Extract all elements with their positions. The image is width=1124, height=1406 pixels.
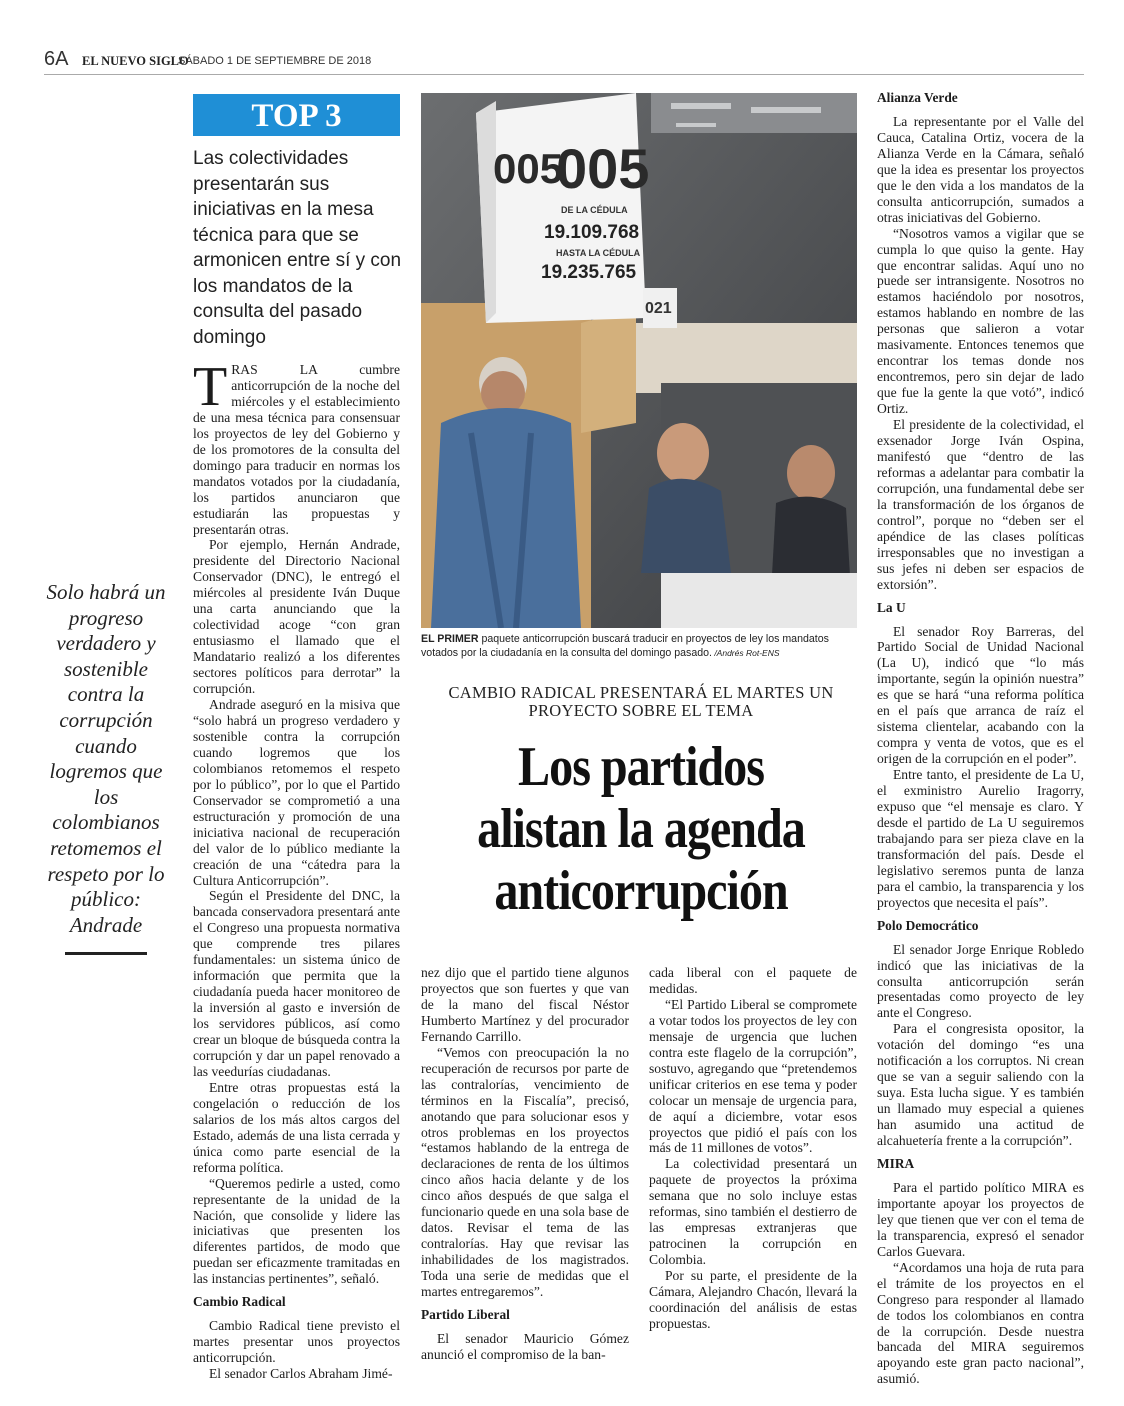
body-paragraph: “Nosotros vamos a vigilar que se cumpla lo que quiso la gente. Hay que encontrar salidas. Aquí uno no puede ser intransigente. Nosotros no estamos haciéndolo por nosotros, estamos hablando en nombre de las personas que salieron a votar masivamente. Entonces tenemos que encontrar los temas donde nos encontremos, pero sin dejar de lado que fue la gente la que votó”, indicó Ortiz. [877, 225, 1084, 417]
body-paragraph: La representante por el Valle del Cauca, Catalina Ortiz, vocera de la Alianza Verde en la Cámara, señaló que la idea es presentar los proyectos que le den vida a los mandatos de la consulta anticorrupción, sumados a otras iniciativas del Gobierno. [877, 113, 1084, 225]
body-paragraph: Andrade aseguró en la misiva que “solo habrá un progreso verdadero y sostenible contra la corrupción cuando logremos que los colombianos retomemos el respeto por lo público”, por lo que el Partido Conservador se comprometió a una estructuración y promoción de una iniciativa nacional de recuperación del valor de lo público mediante la creación de una “cátedra para la Cultura Anticorrupción”. [193, 697, 400, 888]
pull-quote-rule [65, 952, 147, 955]
article-column-3 [649, 965, 857, 1332]
subhead-partido-liberal: Partido Liberal [421, 1307, 510, 1323]
sign-from-number: 19.109.768 [544, 222, 640, 243]
body-paragraph: Entre tanto, el presidente de La U, el exministro Aurelio Iragorry, expuso que “el mensaje es claro. Y desde el partido de La U seguiremos trabajando para ser pieza clave en la transformación del país. Desde el legislativo seremos punta de lanza para el cambio, la transparencia y los proyectos que necesita el país”. [877, 767, 1084, 910]
photo-illustration [421, 93, 857, 628]
article-column-1 [193, 356, 400, 1382]
photo-credit: /Andrés Rot-ENS [711, 648, 780, 658]
body-paragraph: Por su parte, el presidente de la Cámara, Alejandro Chacón, llevará la coordinación del análisis de estas propuestas. [649, 1268, 857, 1331]
subhead-polo-democratico: Polo Democrático [877, 917, 979, 933]
body-paragraph: Para el partido político MIRA es importante apoyar los proyectos de ley que tienen que ver con el tema de la transparencia, expresó el senador Carlos Guevara. [877, 1179, 1084, 1259]
sign-number-left: 005 [493, 145, 564, 192]
sign-to-number: 19.235.765 [541, 262, 637, 283]
news-photo [421, 93, 857, 628]
pull-quote: Solo habrá un progreso verdadero y sostenible contra la corrupción cuando logremos que los colombianos retomemos el respeto por lo público: Andrade [46, 580, 166, 937]
body-paragraph: “El Partido Liberal se compromete a votar todos los proyectos de ley con mensaje de urgencia que luchen contra este flagelo de la corrupción”, sostuvo, agregando que “pretendemos unificar criterios en ese tema y poder colocar un mensaje de urgencia para, de aquí a diciembre, votar esos proyectos que pidió el país con los más de 11 millones de votos”. [649, 996, 857, 1156]
page-header [44, 48, 1084, 75]
subhead-la-u: La U [877, 599, 906, 615]
body-paragraph: “Acordamos una hoja de ruta para el trámite de los proyectos en el Congreso para responder al llamado de todos los colombianos en contra de la corrupción. Desde nuestra bancada del MIRA seguiremos apoyando este gran pacto nacional”, asumió. [877, 1259, 1084, 1387]
sign-to-label: HASTA LA CÉDULA [556, 248, 641, 258]
subhead-mira: MIRA [877, 1156, 915, 1171]
caption-lead: EL PRIMER [421, 633, 479, 645]
body-paragraph: TRAS LA cumbre anticorrupción de la noche del miércoles y el establecimiento de una mesa técnica para consensuar los proyectos de ley del Gobierno y de los promotores de la consulta del domingo para traducir en normas los mandatos votados por la ciudadanía, los partidos anunciaron que estudiarán las propuestas y presentarán otras. [193, 356, 400, 537]
masthead: EL NUEVO SIGLO [82, 54, 189, 68]
booth-number: 021 [645, 300, 672, 317]
body-paragraph: “Vemos con preocupación la no recuperación de recursos por parte de las contralorías, vencimiento de términos en la Fiscalía”, precisó, anotando que para solucionar esos y otros problemas en los proyectos “estamos hablando de la entrega de declaraciones de renta de los últimos cinco años hacia delante y de los cinco años después de que salga el funcionario quede en una sola base de datos. Revisar el tema de las contralorías. Hay que revisar las inhabilidades de los magistrados. Toda una serie de medidas que el martes entregaremos”. [421, 1044, 629, 1300]
dateline: SÁBADO 1 DE SEPTIEMBRE DE 2018 [178, 55, 372, 67]
page-number: 6A [44, 48, 69, 70]
subhead-cambio-radical: Cambio Radical [193, 1294, 286, 1310]
article-dek: Las colectividades presentarán sus iniciativas en la mesa técnica para que se armonicen entre sí y con los mandatos de la consulta del pasado domingo [193, 148, 402, 348]
body-paragraph: Para el congresista opositor, la votación del domingo “es una notificación a los corruptos. Ni crean que se van a seguir saliendo con la suya. Esta lucha sigue. Y es también un llamado muy especial a quienes han asumido una actitud de alcahuetería frente a la corrupción”. [877, 1021, 1084, 1149]
drop-cap: T [193, 356, 228, 418]
body-paragraph: Entre otras propuestas está la congelación o reducción de los salarios de los más altos cargos del Estado, además de una lista cerrada y única como parte esencial de la reforma política. [193, 1079, 400, 1175]
body-paragraph: Según el Presidente del DNC, la bancada conservadora presentará ante el Congreso una propuesta normativa que comprende tres pilares fundamentales: un sistema único de información que permita que la ciudadanía pueda hacer monitoreo de la inversión al gasto e inversión de los servidores públicos, así como crear un bloque de búsqueda contra la corrupción y dar un papel renovado a las veedurías ciudadanas. [193, 888, 400, 1079]
body-paragraph: Por ejemplo, Hernán Andrade, presidente del Directorio Nacional Conservador (DNC), le entregó el miércoles al presidente Iván Duque una carta anunciando que la colectividad acoge “con gran entusiasmo el llamado que el Mandatario realizó a los diferentes sectores políticos para derrotar” la corrupción. [193, 537, 400, 697]
article-column-4 [877, 88, 1084, 1387]
body-paragraph: El senador Carlos Abraham Jimé- [209, 1366, 393, 1382]
body-paragraph: El senador Roy Barreras, del Partido Social de Unidad Nacional (La U), indicó que “lo más importante, según la opinión nuestra” es que se hará “una reforma política en el país que arranca de raíz el sistema clientelar, acabando con la compra y venta de votos, que es el origen de la corrupción en el poder”. [877, 623, 1084, 767]
caption-text: paquete anticorrupción buscará traducir en proyectos de ley los mandatos votados por la ciudadanía en la consulta del domingo pasado. [421, 633, 829, 659]
sign-from-label: DE LA CÉDULA [561, 205, 628, 215]
headline: Los partidos alistan la agenda anticorrupción [477, 736, 805, 922]
subhead-alianza-verde: Alianza Verde [877, 90, 958, 105]
headline-kicker: CAMBIO RADICAL PRESENTARÁ EL MARTES UN PROYECTO SOBRE EL TEMA [448, 683, 834, 720]
body-paragraph: El senador Mauricio Gómez anunció el compromiso de la ban- [421, 1330, 629, 1362]
body-paragraph: El presidente de la colectividad, el exsenador Jorge Iván Ospina, manifestó que “dentro de las reformas a adelantar para combatir la corrupción, una fundamental debe ser la transformación de los órganos de control”, porque no “deben ser el apéndice de las clases políticas irresponsables que no investigan a sus jefes ni deben ser espacios de extorsión”. [877, 417, 1084, 592]
body-paragraph: El senador Jorge Enrique Robledo indicó que las iniciativas de la consulta anticorrupción serán presentadas como proyecto de ley ante el Congreso. [877, 941, 1084, 1021]
top3-banner: TOP 3 [193, 94, 400, 136]
article-column-2 [421, 965, 629, 1363]
body-paragraph: cada liberal con el paquete de medidas. [649, 965, 857, 996]
body-paragraph: Cambio Radical tiene previsto el martes presentar unos proyectos anticorrupción. [193, 1318, 400, 1366]
body-paragraph: La colectividad presentará un paquete de proyectos la próxima semana que no solo incluye estas reformas, sino también el destierro de las empresas extranjeras que patrocinen la corrupción en Colombia. [649, 1156, 857, 1268]
body-paragraph: nez dijo que el partido tiene algunos proyectos que son fuertes y que van de la mano del fiscal Néstor Humberto Martínez y del procurador Fernando Carrillo. [421, 965, 629, 1044]
photo-caption [421, 632, 861, 660]
body-paragraph: “Queremos pedirle a usted, como representante de la unidad de la Nación, que consolide y lidere las iniciativas que presenten los diferentes partidos, de modo que puedan ser eficazmente tramitadas en las instancias pertinentes”, señaló. [193, 1175, 400, 1287]
sign-number-right: 005 [556, 137, 650, 200]
